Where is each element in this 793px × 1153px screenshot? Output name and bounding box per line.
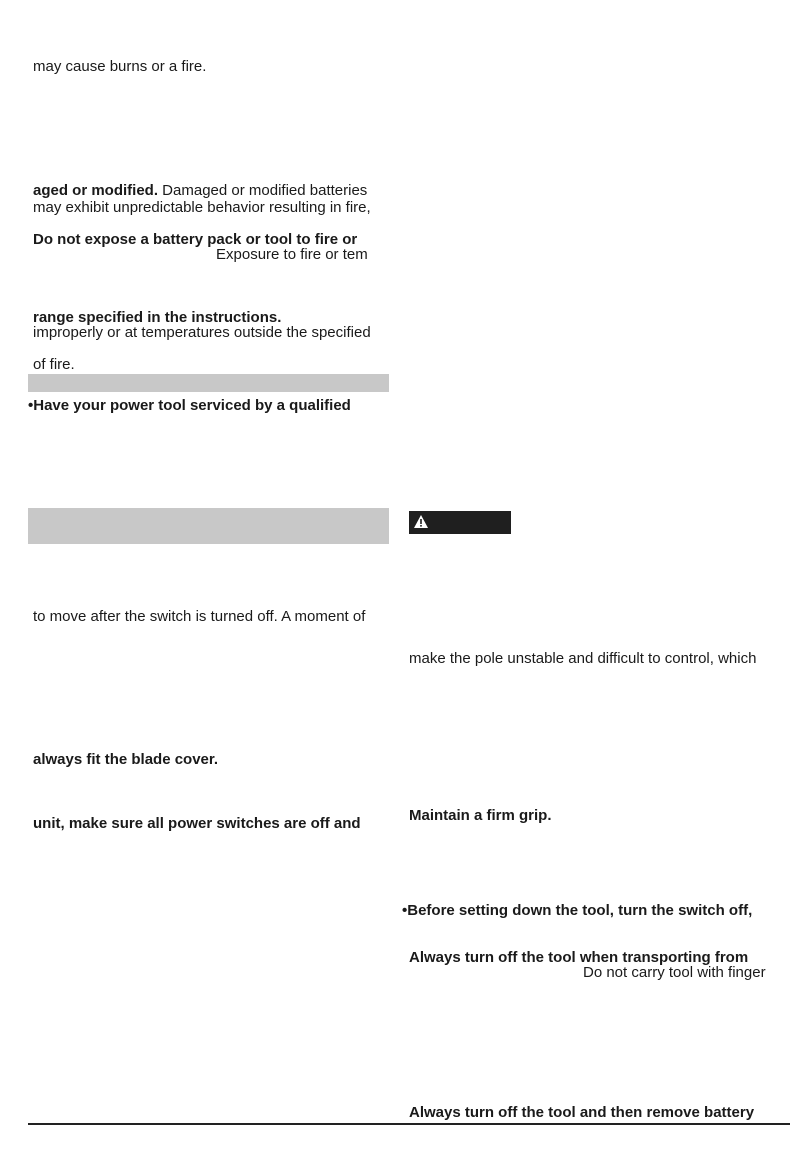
text-serviced-qualified: •Have your power tool serviced by a qualified xyxy=(28,397,351,414)
text-do-not-expose: Do not expose a battery pack or tool to fire or xyxy=(33,231,358,248)
text-damaged-batteries-bold: aged or modified. xyxy=(33,182,159,199)
text-exposure-fire: Exposure to fire or tem xyxy=(216,246,368,263)
text-damaged-batteries xyxy=(33,182,367,199)
section-bar-service xyxy=(28,374,389,392)
text-firm-grip: Maintain a firm grip. xyxy=(409,807,552,824)
text-range-specified: range specified in the instructions. xyxy=(33,309,282,326)
section-bar-safety xyxy=(28,508,389,544)
text-improperly-temperatures: improperly or at temperatures outside the specified xyxy=(33,324,371,341)
warning-triangle-icon xyxy=(413,514,429,529)
text-damaged-batteries-rest: Damaged or modified batteries xyxy=(158,182,368,199)
text-of-fire: of fire. xyxy=(33,356,75,373)
text-pole-unstable: make the pole unstable and difficult to control, which xyxy=(409,650,757,667)
text-burns-fire: may cause burns or a fire. xyxy=(33,58,207,75)
text-unpredictable-behavior: may exhibit unpredictable behavior resulting in fire, xyxy=(33,199,371,216)
text-turn-off-transporting: Always turn off the tool when transporting from xyxy=(409,949,749,966)
bottom-rule xyxy=(28,1123,790,1125)
text-remove-battery: Always turn off the tool and then remove battery xyxy=(409,1104,755,1121)
text-before-setting-down: •Before setting down the tool, turn the switch off, xyxy=(402,902,753,919)
warning-label xyxy=(409,511,511,534)
text-power-switches-off: unit, make sure all power switches are off and xyxy=(33,815,361,832)
text-blade-cover: always fit the blade cover. xyxy=(33,751,219,768)
text-carry-finger: Do not carry tool with finger xyxy=(583,964,766,981)
text-switch-turned-off: to move after the switch is turned off. A moment of xyxy=(33,608,366,625)
